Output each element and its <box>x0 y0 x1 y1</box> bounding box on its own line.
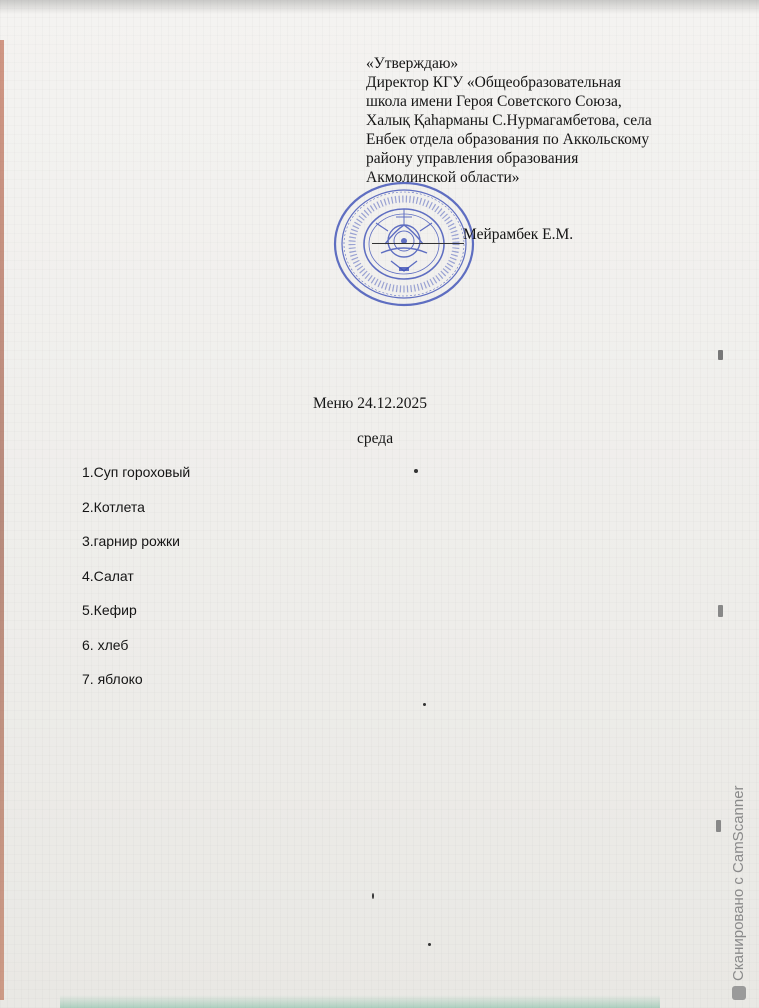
paper-left-edge <box>0 40 4 1000</box>
menu-list <box>82 463 190 705</box>
menu-item: 7. яблоко <box>82 671 143 687</box>
approval-line: Халық Қаһарманы С.Нурмагамбетова, села <box>366 112 652 129</box>
watermark-text: Сканировано с CamScanner <box>730 785 747 981</box>
menu-item: 6. хлеб <box>82 636 129 653</box>
signature-line <box>372 243 464 244</box>
scan-speck <box>414 469 418 473</box>
approval-block <box>366 54 746 187</box>
approval-line: Енбек отдела образования по Аккольскому <box>366 131 650 148</box>
menu-item: 1.Суп гороховый <box>82 464 191 480</box>
menu-item: 2.Котлета <box>82 498 145 515</box>
official-seal-icon <box>333 181 475 307</box>
menu-item: 4.Салат <box>82 567 134 584</box>
scan-speck <box>428 943 431 946</box>
approval-line: школа имени Героя Советского Союза, <box>366 93 622 110</box>
menu-item: 5.Кефир <box>82 602 137 618</box>
approval-line: району управления образования <box>366 150 579 167</box>
menu-title: Меню 24.12.2025 <box>313 395 427 412</box>
scan-top-shadow <box>0 0 759 14</box>
approval-line: Директор КГУ «Общеобразовательная <box>366 74 621 91</box>
camscanner-watermark <box>730 785 747 1000</box>
scan-speck <box>716 820 721 832</box>
scan-speck <box>423 703 426 706</box>
menu-item: 3.гарнир рожки <box>82 533 180 549</box>
scan-bottom-band <box>60 995 660 1008</box>
approval-heading: «Утверждаю» <box>366 55 459 72</box>
scan-speck <box>718 350 723 360</box>
approval-line: Акмолинской области» <box>366 169 520 186</box>
signer-name: Мейрамбек Е.М. <box>463 226 574 243</box>
scan-speck <box>718 605 723 617</box>
camscanner-logo-icon <box>732 986 746 1000</box>
menu-weekday: среда <box>357 430 394 447</box>
scan-speck <box>372 893 374 899</box>
